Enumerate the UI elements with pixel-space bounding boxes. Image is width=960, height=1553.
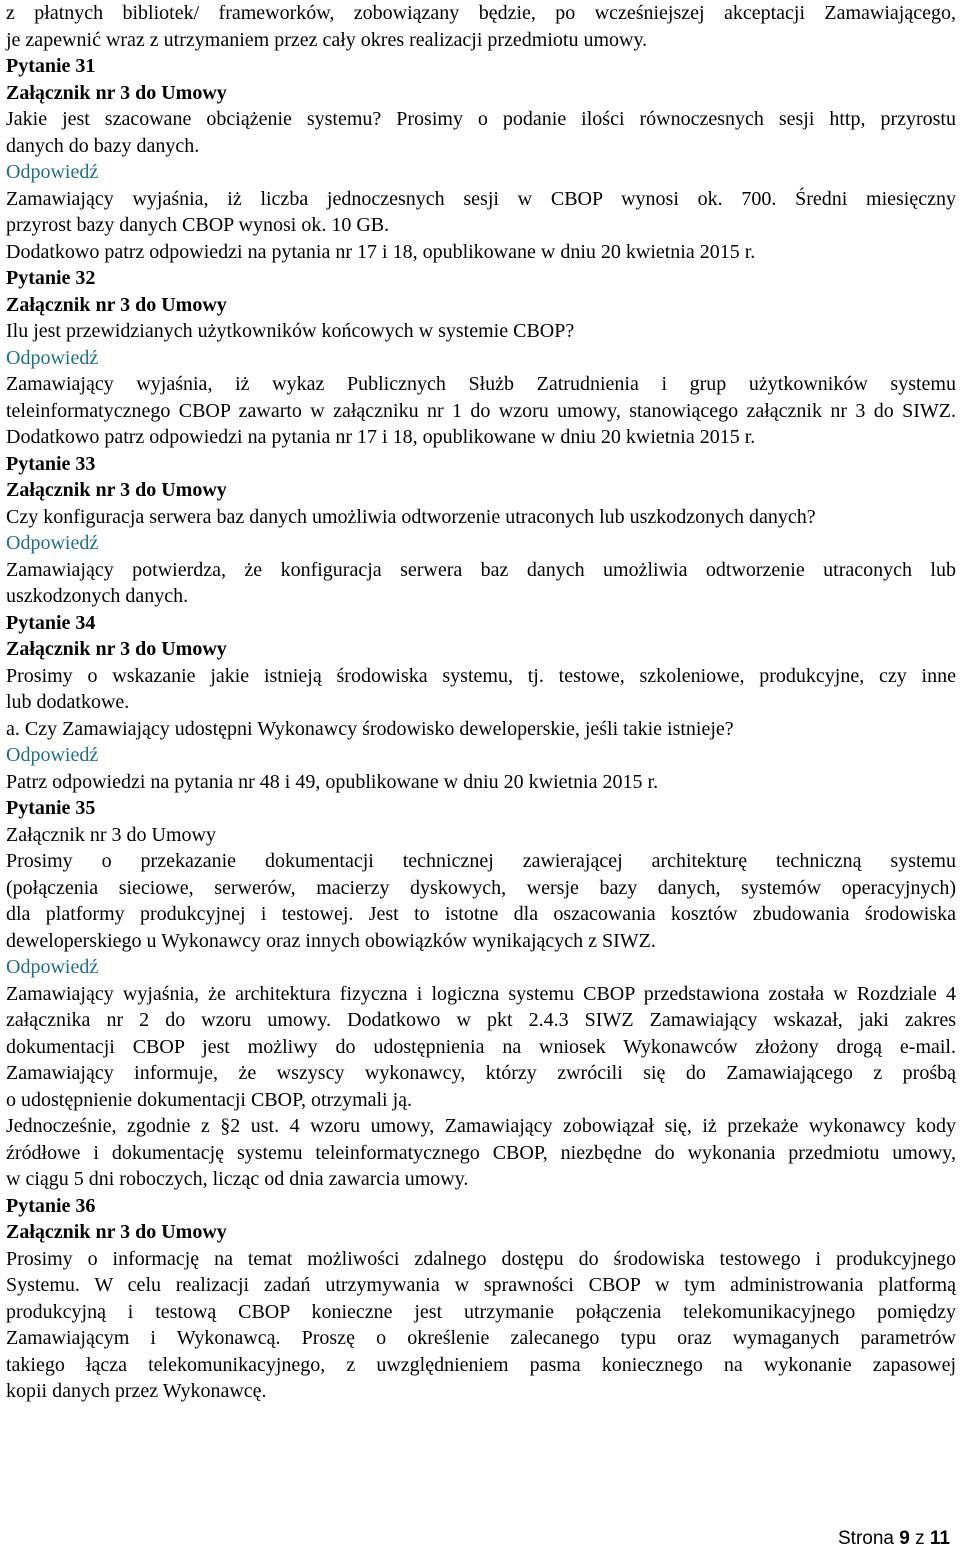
answer-heading: Odpowiedź bbox=[6, 744, 99, 766]
text-line: z płatnych bibliotek/ frameworków, zobowiązany będzie, po wcześniejszej akceptacji Zamawiającego, bbox=[6, 2, 956, 24]
answer-heading: Odpowiedź bbox=[6, 956, 99, 978]
text-line: dla platformy produkcyjnej i testowej. Jest to istotne dla oszacowania kosztów zbudowania środowiska bbox=[6, 903, 956, 925]
attachment-reference: Załącznik nr 3 do Umowy bbox=[6, 479, 227, 501]
text-line: je zapewnić wraz z utrzymaniem przez cały okres realizacji przedmiotu umowy. bbox=[6, 28, 648, 51]
attachment-reference: Załącznik nr 3 do Umowy bbox=[6, 823, 216, 846]
text-line: lub dodatkowe. bbox=[6, 691, 130, 713]
text-line: Zamawiającym i Wykonawcą. Proszę o określenie zalecanego typu oraz wymaganych parametrów bbox=[6, 1327, 956, 1349]
text-line: uszkodzonych danych. bbox=[6, 585, 189, 607]
text-line: Zamawiający wyjaśnia, że architektura fizyczna i logiczna systemu CBOP przedstawiona została w Rozdziale 4 bbox=[6, 982, 956, 1005]
attachment-reference: Załącznik nr 3 do Umowy bbox=[6, 1221, 227, 1243]
text-line: deweloperskiego u Wykonawcy oraz innych obowiązków wynikających z SIWZ. bbox=[6, 929, 656, 952]
text-line: Systemu. W celu realizacji zadań utrzymywania w sprawności CBOP w tym administrowania platformą bbox=[6, 1274, 956, 1296]
text-line: kopii danych przez Wykonawcę. bbox=[6, 1380, 267, 1402]
attachment-reference: Załącznik nr 3 do Umowy bbox=[6, 638, 227, 660]
text-line: Zamawiający wyjaśnia, iż liczba jednoczesnych sesji w CBOP wynosi ok. 700. Średni miesięczny bbox=[6, 187, 956, 210]
text-line: Dodatkowo patrz odpowiedzi na pytania nr 17 i 18, opublikowane w dniu 20 kwietnia 2015 r. bbox=[6, 240, 756, 263]
text-line: dokumentacji CBOP jest możliwy do udostępnienia na wniosek Wykonawców złożony drogą e-mail. bbox=[6, 1035, 956, 1058]
question-heading: Pytanie 36 bbox=[6, 1194, 96, 1217]
text-line: takiego łącza telekomunikacyjnego, z uwzględnieniem pasma koniecznego na wykonanie zapasowej bbox=[6, 1353, 956, 1376]
text-line: Zamawiający informuje, że wszyscy wykonawcy, którzy zwrócili się do Zamawiającego z prośbą bbox=[6, 1062, 956, 1084]
text-line: Jakie jest szacowane obciążenie systemu? Prosimy o podanie ilości równoczesnych sesji http, przyrostu bbox=[6, 108, 956, 130]
text-line: teleinformatycznego CBOP zawarto w załączniku nr 1 do wzoru umowy, stanowiącego załącznik nr 3 do SIWZ. bbox=[6, 399, 956, 422]
question-heading: Pytanie 34 bbox=[6, 611, 96, 634]
text-line: Prosimy o przekazanie dokumentacji technicznej zawierającej architekturę techniczną systemu bbox=[6, 850, 956, 872]
question-heading: Pytanie 31 bbox=[6, 55, 96, 77]
text-line: danych do bazy danych. bbox=[6, 134, 200, 157]
text-line: Dodatkowo patrz odpowiedzi na pytania nr 17 i 18, opublikowane w dniu 20 kwietnia 2015 r. bbox=[6, 426, 756, 448]
text-line: Prosimy o wskazanie jakie istnieją środowiska systemu, tj. testowe, szkoleniowe, produkcyjne, czy inne bbox=[6, 664, 956, 687]
text-line: Zamawiający potwierdza, że konfiguracja serwera baz danych umożliwia odtworzenie utraconych lub bbox=[6, 558, 956, 581]
answer-heading: Odpowiedź bbox=[6, 532, 99, 554]
question-heading: Pytanie 35 bbox=[6, 797, 96, 819]
text-line: w ciągu 5 dni roboczych, licząc od dnia zawarcia umowy. bbox=[6, 1168, 469, 1190]
text-line: (połączenia sieciowe, serwerów, macierzy dyskowych, wersje bazy danych, systemów operacyjnych) bbox=[6, 876, 956, 899]
text-line: Czy konfiguracja serwera baz danych umożliwia odtworzenie utraconych lub uszkodzonych danych? bbox=[6, 505, 816, 528]
text-line: źródłowe i dokumentację systemu teleinformatycznego CBOP, niezbędne do wykonania przedmiotu umowy, bbox=[6, 1141, 956, 1164]
text-line: Patrz odpowiedzi na pytania nr 48 i 49, opublikowane w dniu 20 kwietnia 2015 r. bbox=[6, 770, 659, 793]
answer-heading: Odpowiedź bbox=[6, 346, 99, 369]
answer-heading: Odpowiedź bbox=[6, 161, 99, 183]
footer-page-total: 11 bbox=[929, 1528, 950, 1549]
text-line: produkcyjną i testową CBOP konieczne jest utrzymanie połączenia telekomunikacyjnego pomiędzy bbox=[6, 1300, 956, 1323]
footer-page-number: 9 bbox=[899, 1528, 910, 1549]
attachment-reference: Załącznik nr 3 do Umowy bbox=[6, 81, 227, 104]
text-line: o udostępnienie dokumentacji CBOP, otrzymali ją. bbox=[6, 1088, 413, 1111]
text-line: a. Czy Zamawiający udostępni Wykonawcy środowisko deweloperskie, jeśli takie istnieje? bbox=[6, 717, 734, 740]
footer-mid: z bbox=[909, 1528, 930, 1549]
footer-prefix: Strona bbox=[838, 1528, 900, 1549]
text-line: przyrost bazy danych CBOP wynosi ok. 10 GB. bbox=[6, 214, 390, 236]
document-body bbox=[6, 0, 956, 1405]
text-line: Zamawiający wyjaśnia, iż wykaz Publicznych Służb Zatrudnienia i grup użytkowników systemu bbox=[6, 373, 956, 395]
text-line: załącznika nr 2 do wzoru umowy. Dodatkowo w pkt 2.4.3 SIWZ Zamawiający wskazał, jaki zakres bbox=[6, 1009, 956, 1031]
question-heading: Pytanie 33 bbox=[6, 452, 96, 475]
attachment-reference: Załącznik nr 3 do Umowy bbox=[6, 293, 227, 316]
page-footer bbox=[838, 1528, 950, 1550]
text-line: Jednocześnie, zgodnie z §2 ust. 4 wzoru umowy, Zamawiający zobowiązał się, iż przekaże wykonawcy kody bbox=[6, 1115, 956, 1137]
text-line: Ilu jest przewidzianych użytkowników końcowych w systemie CBOP? bbox=[6, 320, 575, 342]
text-line: Prosimy o informację na temat możliwości zdalnego dostępu do środowiska testowego i produkcyjnego bbox=[6, 1247, 956, 1270]
question-heading: Pytanie 32 bbox=[6, 267, 96, 289]
